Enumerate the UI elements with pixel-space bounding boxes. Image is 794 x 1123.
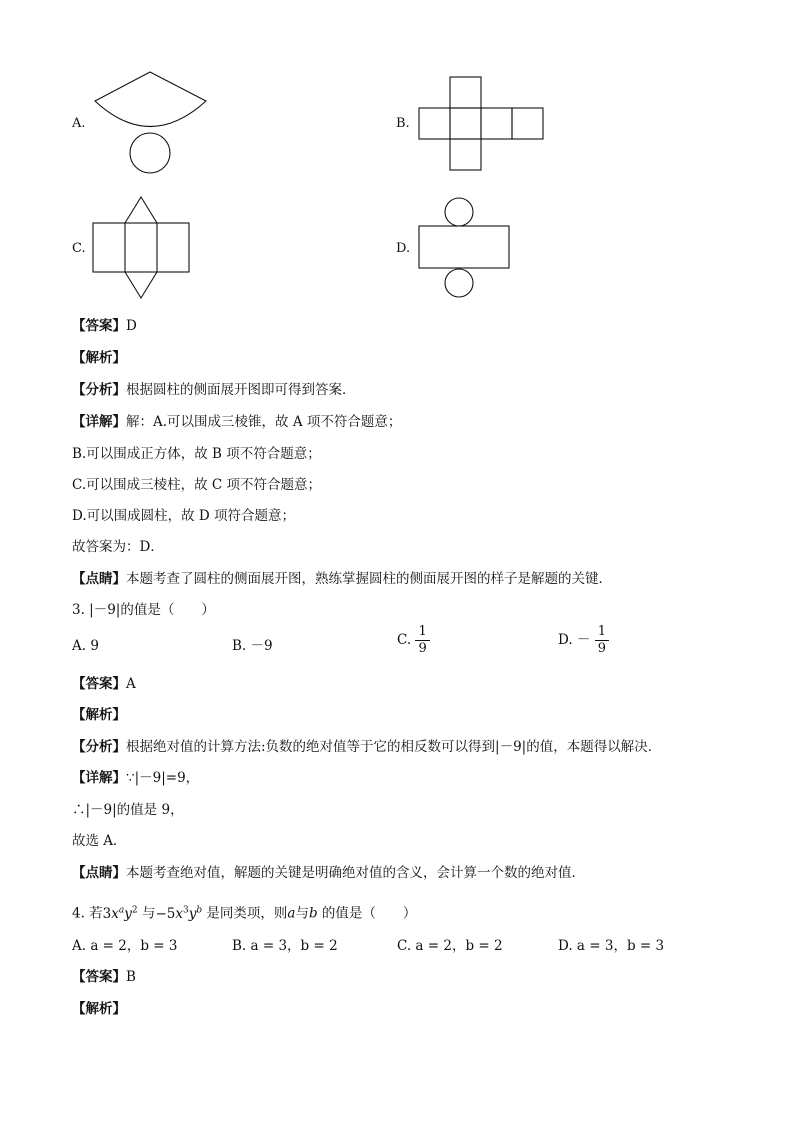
q4-option-a: A. a = 2，b = 3	[72, 938, 178, 954]
q4-term1-y: y	[124, 905, 132, 922]
q3-option-d-numerator: 1	[595, 624, 609, 641]
q4-answer-line	[72, 967, 136, 987]
q4-term1-coef: 3	[102, 905, 112, 922]
q2-dianjing-tag: 【点睛】	[72, 571, 126, 587]
q2-line-c: C.可以围成三棱柱，故 C 项不符合题意；	[72, 477, 322, 493]
q3-analysis-tag: 【解析】	[72, 707, 126, 723]
q2-xiangjie-line	[72, 412, 401, 432]
q3-option-c-label: C.	[397, 632, 412, 648]
q2-answer-tag: 【答案】	[72, 318, 126, 334]
q2-conclusion: 故答案为：D．	[72, 539, 164, 555]
q3-option-d-label: D. －	[558, 632, 591, 648]
q4-and: 与	[295, 905, 309, 922]
q2-xiangjie: 解：A.可以围成三棱锥，故 A 项不符合题意；	[126, 414, 402, 430]
q4-term2-exp-3: 3	[182, 905, 189, 915]
q3-option-d	[558, 624, 609, 657]
q3-option-d-fraction	[595, 624, 609, 657]
q3-dianjing: 本题考查绝对值，解题的关键是明确绝对值的含义，会计算一个数的绝对值．	[126, 865, 585, 881]
q2-dianjing: 本题考查了圆柱的侧面展开图，熟练掌握圆柱的侧面展开图的样子是解题的关键．	[126, 571, 612, 587]
q4-term1-exp-a: a	[118, 905, 125, 915]
figure-c-label: C.	[72, 241, 86, 256]
q3-line-2: ∴|－9|的值是 9，	[72, 802, 184, 818]
figure-c-prism-net	[92, 195, 192, 300]
q4-stem-mid: 是同类项，则	[202, 905, 288, 922]
figure-b-cube-net	[418, 76, 548, 171]
q2-fenxi-tag: 【分析】	[72, 382, 126, 398]
q4-term2-y: y	[188, 905, 197, 922]
q4-var-b: b	[308, 905, 318, 922]
q3-analysis-line	[72, 705, 126, 725]
q3-answer-line	[72, 674, 136, 694]
q4-term1-exp-2: 2	[131, 905, 138, 915]
q3-option-c-fraction	[415, 624, 429, 657]
q4-term2	[155, 906, 202, 922]
q3-option-c-numerator: 1	[415, 624, 429, 641]
q4-connector: 与	[137, 905, 156, 922]
q3-fenxi-line	[72, 737, 661, 757]
q2-analysis-tag: 【解析】	[72, 350, 126, 366]
q2-answer-line	[72, 316, 137, 336]
q4-option-c: C. a = 2，b = 2	[397, 938, 503, 954]
q4-option-b: B. a = 3，b = 2	[232, 938, 338, 954]
q3-conclusion: 故选 A．	[72, 833, 127, 849]
q2-fenxi-line	[72, 380, 356, 400]
q4-stem-suffix: 的值是（ ）	[317, 905, 417, 922]
q4-term2-coef: −5	[155, 905, 176, 922]
q4-answer: B	[126, 969, 136, 985]
figure-a-sector-circle	[90, 68, 215, 178]
q3-fenxi: 根据绝对值的计算方法:负数的绝对值等于它的相反数可以得到|－9|的值，本题得以解决．	[126, 739, 662, 755]
q3-fenxi-tag: 【分析】	[72, 739, 126, 755]
q4-term1-x: x	[111, 905, 119, 922]
q3-answer: A	[126, 676, 136, 692]
q3-answer-tag: 【答案】	[72, 676, 126, 692]
q2-dianjing-line	[72, 569, 612, 589]
figure-a-sector	[95, 72, 206, 127]
q3-option-c-denominator: 9	[418, 641, 427, 656]
q3-xiangjie: ∵|－9|=9，	[126, 770, 200, 786]
q4-term1	[103, 906, 138, 922]
q3-option-d-denominator: 9	[597, 641, 607, 656]
q3-stem: 3. |－9|的值是（ ）	[72, 602, 215, 618]
q3-dianjing-tag: 【点睛】	[72, 865, 126, 881]
q3-option-b: B. －9	[232, 638, 273, 654]
q3-dianjing-line	[72, 863, 585, 883]
figure-d-cylinder-net	[418, 196, 513, 301]
figure-d-label: D.	[396, 241, 411, 256]
q4-term2-x: x	[175, 905, 183, 922]
q2-line-d: D.可以围成圆柱，故 D 项符合题意；	[72, 508, 296, 524]
figure-b-label: B.	[396, 116, 410, 131]
figure-a-circle	[130, 133, 170, 173]
q2-xiangjie-tag: 【详解】	[72, 414, 126, 430]
q3-xiangjie-tag: 【详解】	[72, 770, 126, 786]
q4-answer-tag: 【答案】	[72, 969, 126, 985]
figure-a-label: A.	[72, 116, 86, 131]
q2-line-b: B.可以围成正方体，故 B 项不符合题意；	[72, 446, 321, 462]
q2-analysis-line	[72, 348, 126, 368]
q2-fenxi: 根据圆柱的侧面展开图即可得到答案．	[126, 382, 356, 398]
q4-analysis-tag: 【解析】	[72, 1001, 126, 1017]
q4-term2-exp-b: b	[196, 905, 203, 915]
q3-option-c	[397, 624, 430, 657]
q3-option-a: A. 9	[72, 638, 99, 654]
q4-stem	[72, 900, 416, 924]
q3-xiangjie-line	[72, 768, 199, 788]
q2-answer: D	[126, 318, 137, 334]
q4-option-d: D. a = 3，b = 3	[558, 938, 665, 954]
q4-stem-prefix: 4. 若	[72, 905, 103, 922]
q4-analysis-line	[72, 999, 126, 1019]
q4-var-a: a	[287, 905, 296, 922]
